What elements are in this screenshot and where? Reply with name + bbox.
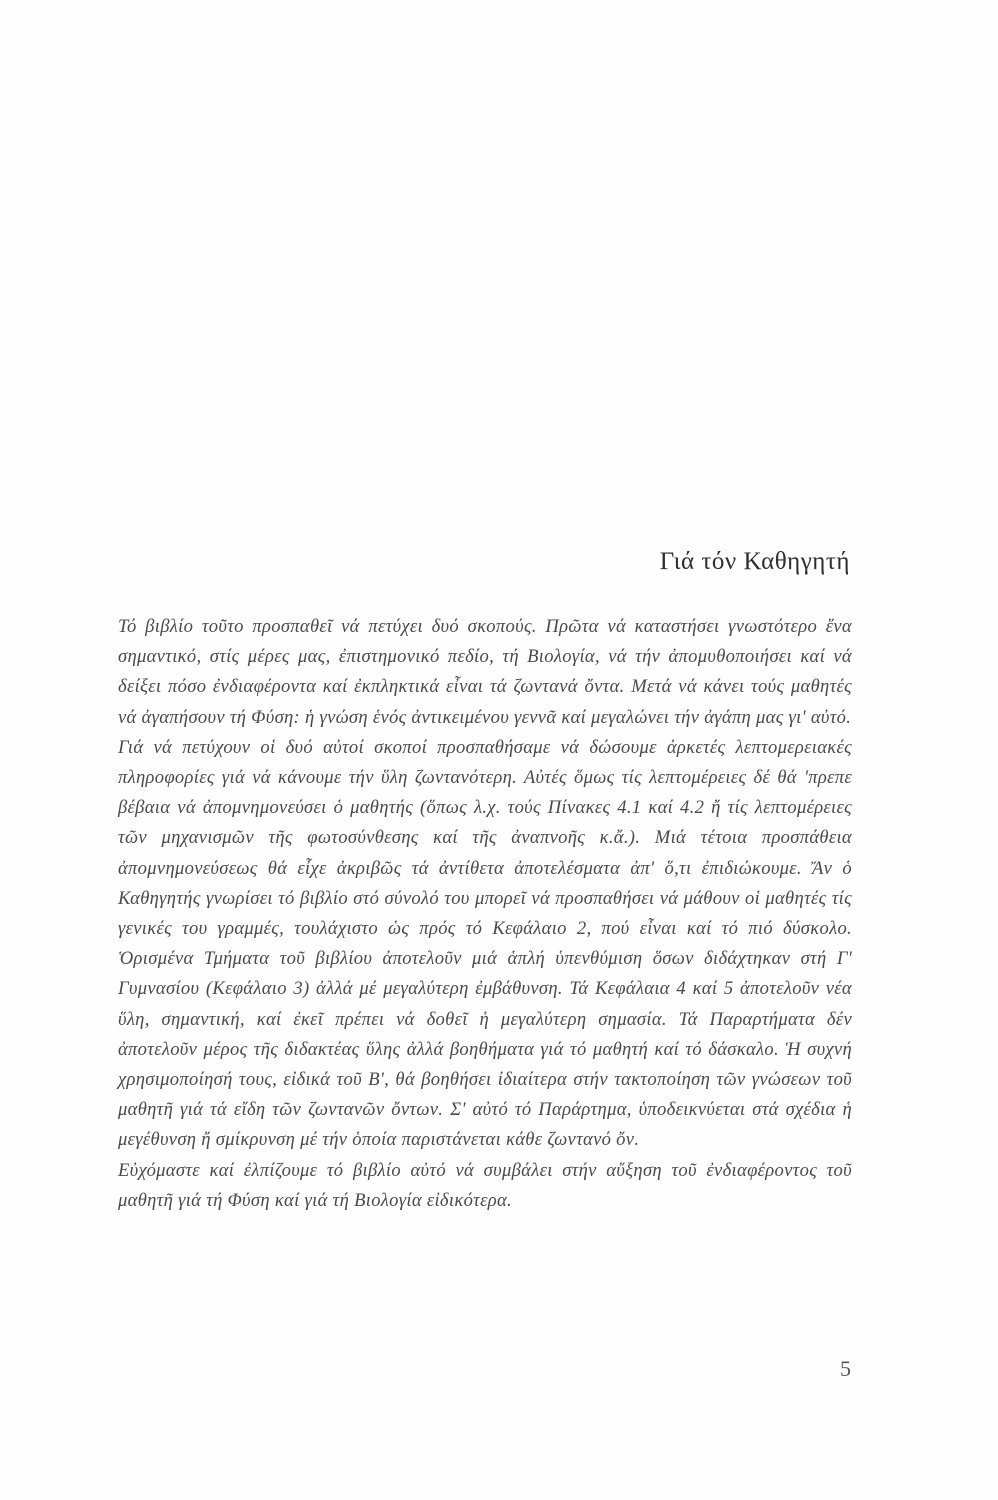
paragraph-details: Γιά νά πετύχουν οἱ δυό αὐτοί σκοποί προσπαθήσαμε νά δώσουμε ἀρκετές λεπτομερειακές πληροφορίες γιά νά κάνουμε τήν ὕλη ζωντανότερη. Αὐτές ὅμως τίς λεπτομέρειες δέ θά 'πρεπε βέβαια νά ἀπομνημονεύσει ὁ μαθητής (ὅπως λ.χ. τούς Πίνακες 4.1 καί 4.2 ἤ τίς λεπτομέρειες τῶν μηχανισμῶν τῆς φωτοσύνθεσης καί τῆς ἀναπνοῆς κ.ἄ.). Μιά τέτοια προσπάθεια ἀπομνημονεύσεως θά εἶχε ἀκριβῶς τά ἀντίθετα ἀποτελέσματα ἀπ' ὅ,τι ἐπιδιώκουμε. Ἄν ὁ Καθηγητής γνωρίσει τό βιβλίο στό σύνολό του μπορεῖ νά προσπαθήσει νά μάθουν οἱ μαθητές τίς γενικές του γραμμές, τουλάχιστο ὡς πρός τό Κεφάλαιο 2, πού εἶναι καί τό πιό δύσκολο. Ὁρισμένα Τμήματα τοῦ βιβλίου ἀποτελοῦν μιά ἁπλή ὑπενθύμιση ὅσων διδάχτηκαν στή Γ' Γυμνασίου (Κεφάλαιο 3) ἀλλά μέ μεγαλύτερη ἐμβάθυνση. Τά Κεφάλαια 4 καί 5 ἀποτελοῦν νέα ὕλη, σημαντική, καί ἐκεῖ πρέπει νά δοθεῖ ἡ μεγαλύτερη σημασία. Τά Παραρτήματα δέν ἀποτελοῦν μέρος τῆς διδακτέας ὕλης ἀλλά βοηθήματα γιά τό μαθητή καί τό δάσκαλο. Ἡ συχνή χρησιμοποίησή τους, εἰδικά τοῦ Β', θά βοηθήσει ἰδιαίτερα στήν τακτοποίηση τῶν γνώσεων τοῦ μαθητῆ γιά τά εἴδη τῶν ζωντανῶν ὄντων. Σ' αὐτό τό Παράρτημα, ὑποδεικνύεται στά σχέδια ἡ μεγέθυνση ἤ σμίκρυνση μέ τήν ὁποία παριστάνεται κάθε ζωντανό ὄν. — [118, 736, 852, 1151]
page-title: Γιά τόν Καθηγητή — [659, 548, 850, 575]
paragraph-closing: Εὐχόμαστε καί ἐλπίζουμε τό βιβλίο αὐτό νά συμβάλει στήν αὔξηση τοῦ ἐνδιαφέροντος τοῦ μαθητῆ γιά τή Φύση καί γιά τή Βιολογία εἰδικότερα. — [118, 1159, 852, 1211]
body-text — [118, 612, 852, 1216]
paragraph-intro: Τό βιβλίο τοῦτο προσπαθεῖ νά πετύχει δυό σκοπούς. Πρῶτα νά καταστήσει γνωστότερο ἕνα σημαντικό, στίς μέρες μας, ἐπιστημονικό πεδίο, τή Βιολογία, νά τήν ἀπομυθοποιήσει καί νά δείξει πόσο ἐνδιαφέροντα καί ἐκπληκτικά εἶναι τά ζωντανά ὄντα. Μετά νά κάνει τούς μαθητές νά ἀγαπήσουν τή Φύση: ἡ γνώση ἑνός ἀντικειμένου γεννᾶ καί μεγαλώνει τήν ἀγάπη μας γι' αὐτό. — [118, 616, 852, 728]
page-number: 5 — [840, 1356, 851, 1381]
